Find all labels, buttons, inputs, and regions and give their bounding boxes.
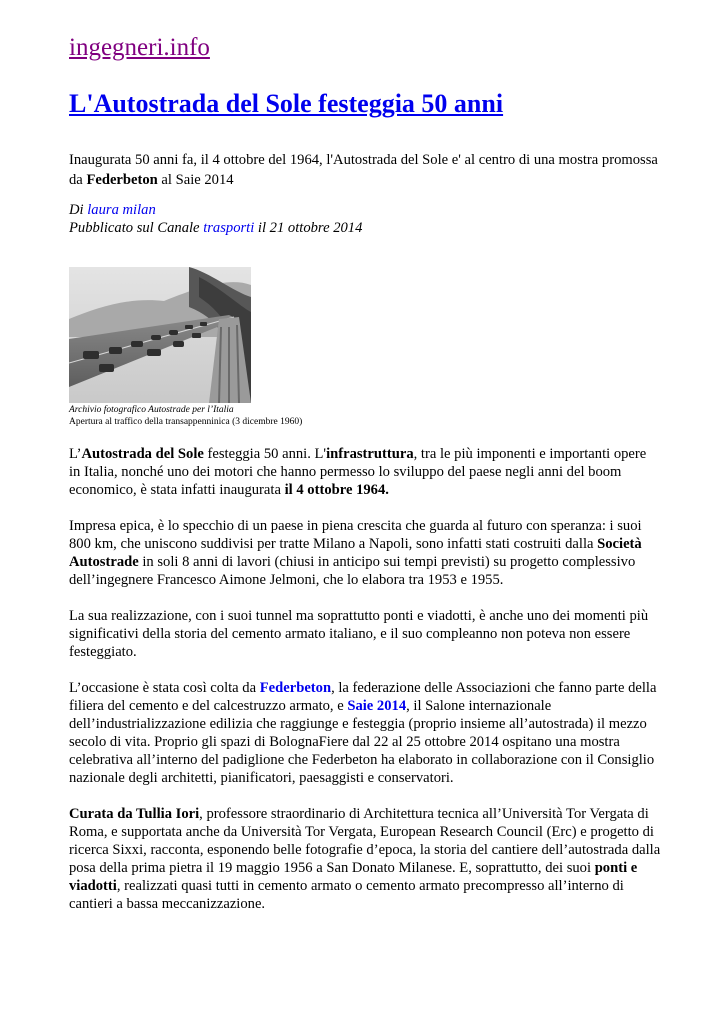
article-body xyxy=(69,445,661,931)
p1-a: L’ xyxy=(69,446,82,462)
photo-caption-text: Apertura al traffico della transappenninica (3 dicembre 1960) xyxy=(69,417,303,427)
lead-text: Inaugurata 50 anni fa, il 4 ottobre del 1964, l'Autostrada del Sole e' al centro di una mostra promossa da xyxy=(69,152,658,188)
p1-f: il 4 ottobre 1964. xyxy=(284,482,389,498)
author-link[interactable]: laura milan xyxy=(87,202,156,218)
paragraph-4 xyxy=(69,679,661,787)
paragraph-3 xyxy=(69,607,661,661)
p1-b: Autostrada del Sole xyxy=(81,446,204,462)
published-line xyxy=(69,219,669,237)
article-photo xyxy=(69,267,251,403)
federbeton-link[interactable]: Federbeton xyxy=(259,680,332,696)
p4-c: , il Salone internazionale dell’industrializzazione edilizia che raggiunge e festeggia (proprio insieme all’autostrada) il mezzo secolo di vita. Proprio gli spazi di BolognaFiere dal 22 al 25 ottobre 2014 ospitano una mostra celebrativa all’interno del padiglione che Federbeton ha elaborato in collaborazione con il Consiglio nazionale degli architetti, pianificatori, paesaggisti e conservatori. xyxy=(69,698,655,786)
p3-a: La sua realizzazione, con i suoi tunnel ma soprattutto ponti e viadotti, è anche uno dei momenti più significativi della storia del cemento armato italiano, e il suo compleanno non poteva non essere festeggiato. xyxy=(69,608,649,660)
p4-b: , la federazione delle Associazioni che fanno parte della filiera del cemento e del calcestruzzo armato, e xyxy=(69,680,657,714)
p5-c: ponti e viadotti xyxy=(69,860,638,894)
paragraph-1 xyxy=(69,445,661,499)
published-suffix: il 21 ottobre 2014 xyxy=(254,220,363,236)
p1-c: festeggia 50 anni. L' xyxy=(203,446,327,462)
p2-b: Società Autostrade xyxy=(69,536,642,570)
paragraph-2 xyxy=(69,517,661,589)
byline xyxy=(69,201,669,237)
article-title[interactable]: L'Autostrada del Sole festeggia 50 anni xyxy=(69,89,504,118)
p5-b: , professore straordinario di Architettura tecnica all’Università Tor Vergata di Roma, e supportata anche da Università Tor Vergata, European Research Council (Erc) e progetto di ricerca Sixxi, racconta, esponendo belle fotografie d’epoca, la storia del cantiere dell’autostrada dalla posa della prima pietra il 19 maggio 1956 a San Donato Milanese. E, soprattutto, dei suoi xyxy=(69,806,661,876)
p5-a: Curata da Tullia Iori xyxy=(69,806,200,822)
p1-e: , tra le più imponenti e importanti opere in Italia, nonché uno dei motori che hanno permesso lo sviluppo del paese negli anni del boom economico, è stata infatti inaugurata xyxy=(69,446,647,498)
p2-c: in soli 8 anni di lavori (chiusi in anticipo sui tempi previsti) su progetto complessivo dell’ingegnere Francesco Aimone Jelmoni, che lo elabora tra 1953 e 1955. xyxy=(69,554,636,588)
article-lead xyxy=(69,150,669,190)
channel-link[interactable]: trasporti xyxy=(203,220,255,236)
lead-bold: Federbeton xyxy=(86,172,158,188)
p4-a: L’occasione è stata così colta da xyxy=(69,680,260,696)
saie-2014-link[interactable]: Saie 2014 xyxy=(347,698,407,714)
lead-end: al Saie 2014 xyxy=(157,172,234,188)
photo-caption-source: Archivio fotografico Autostrade per l’Italia xyxy=(69,405,234,415)
p1-d: infrastruttura xyxy=(326,446,414,462)
paragraph-5 xyxy=(69,805,661,913)
by-prefix: Di xyxy=(69,202,88,218)
published-prefix: Pubblicato sul Canale xyxy=(69,220,204,236)
highway-viaduct-photo xyxy=(69,267,251,403)
p2-a: Impresa epica, è lo specchio di un paese in piena crescita che guarda al futuro con speranza: i suoi 800 km, che uniscono suddivisi per tratte Milano a Napoli, sono infatti stati costruiti dalla xyxy=(69,518,642,552)
author-line xyxy=(69,201,669,219)
site-link[interactable]: ingegneri.info xyxy=(69,34,210,61)
p5-d: , realizzati quasi tutti in cemento armato o cemento armato precompresso all’interno di cantieri a bassa meccanizzazione. xyxy=(69,878,624,912)
